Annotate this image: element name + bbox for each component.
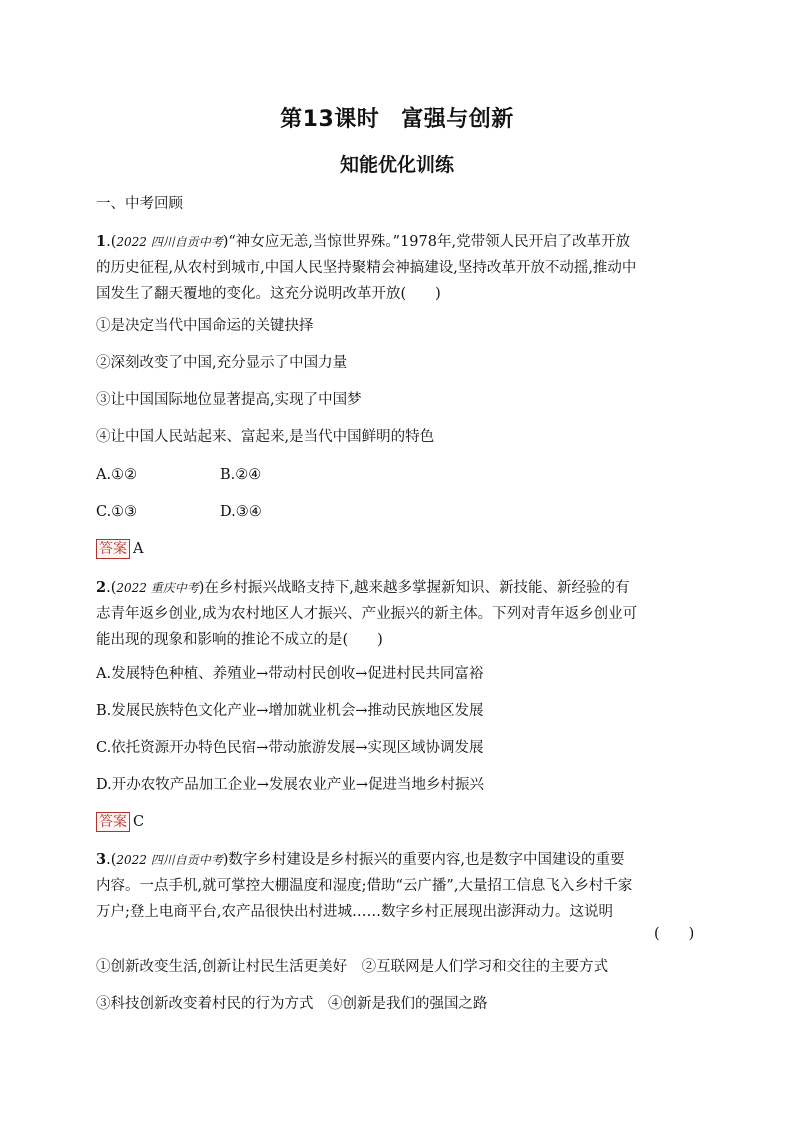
q2-option-c: C.依托资源开办特色民宿→带动旅游发展→实现区域协调发展 [96, 740, 484, 756]
lesson-number: 第13课时 [280, 107, 380, 132]
q3-stem-line-3: 万户;登上电商平台,农产品很快出村进城……数字乡村正展现出澎湃动力。这说明 [96, 904, 613, 920]
q3-stem-line-1: 3.(2022 四川自贡中考)数字乡村建设是乡村振兴的重要内容,也是数字中国建设的重要 [96, 851, 625, 868]
q2-source: 2022 重庆中考 [116, 581, 199, 595]
q1-option-a: A.①② [96, 467, 138, 483]
q2-option-a: A.发展特色种植、养殖业→带动村民创收→促进村民共同富裕 [96, 666, 484, 682]
q1-answer [96, 539, 143, 559]
q3-number: 3 [96, 851, 107, 868]
answer-badge: 答案 [96, 539, 130, 559]
q1-item-4: ④让中国人民站起来、富起来,是当代中国鲜明的特色 [96, 429, 435, 445]
q3-items-row-1: ①创新改变生活,创新让村民生活更美好 ②互联网是人们学习和交往的主要方式 [96, 959, 609, 975]
q2-answer [96, 812, 144, 832]
q1-option-b: B.②④ [220, 467, 262, 483]
q1-stem-line-1: 1.(2022 四川自贡中考)“神女应无恙,当惊世界殊。”1978年,党带领人民开启了改革开放 [96, 233, 631, 250]
q1-item-3: ③让中国国际地位显著提高,实现了中国梦 [96, 392, 362, 408]
q3-stem-line-2: 内容。一点手机,就可掌控大棚温度和湿度;借助“云广播”,大量招工信息飞入乡村千家 [96, 878, 633, 894]
q1-option-d: D.③④ [220, 504, 262, 520]
q3-answer-blank: ( ) [654, 926, 695, 942]
answer-badge: 答案 [96, 812, 130, 832]
lesson-topic: 富强与创新 [401, 107, 514, 132]
q1-item-1: ①是决定当代中国命运的关键抉择 [96, 318, 314, 334]
q1-options-row-1 [96, 465, 261, 485]
page-title [0, 102, 794, 133]
page-subtitle: 知能优化训练 [339, 154, 454, 176]
q2-answer-value: C [133, 814, 145, 830]
q1-option-c: C.①③ [96, 504, 138, 520]
q1-source: 2022 四川自贡中考 [116, 235, 223, 249]
q1-stem-line-2: 的历史征程,从农村到城市,中国人民坚持聚精会神搞建设,坚持改革开放不动摇,推动中 [96, 260, 637, 276]
q2-stem-line-2: 志青年返乡创业,成为农村地区人才振兴、产业振兴的新主体。下列对青年返乡创业可 [96, 606, 638, 622]
q3-source: 2022 四川自贡中考 [116, 853, 223, 867]
q1-options-row-2 [96, 502, 262, 522]
q3-items-row-2: ③科技创新改变着村民的行为方式 ④创新是我们的强国之路 [96, 996, 488, 1012]
section-heading: 一、中考回顾 [96, 196, 183, 212]
q2-option-b: B.发展民族特色文化产业→增加就业机会→推动民族地区发展 [96, 703, 484, 719]
q2-number: 2 [96, 579, 107, 596]
q1-answer-value: A [133, 541, 144, 557]
q1-item-2: ②深刻改变了中国,充分显示了中国力量 [96, 355, 348, 371]
q1-number: 1 [96, 233, 107, 250]
q2-option-d: D.开办农牧产品加工企业→发展农业产业→促进当地乡村振兴 [96, 777, 485, 793]
q2-stem-line-3: 能出现的现象和影响的推论不成立的是( ) [96, 632, 383, 648]
q1-stem-line-3: 国发生了翻天覆地的变化。这充分说明改革开放( ) [96, 286, 441, 302]
q2-stem-line-1: 2.(2022 重庆中考)在乡村振兴战略支持下,越来越多掌握新知识、新技能、新经验的有 [96, 579, 630, 596]
